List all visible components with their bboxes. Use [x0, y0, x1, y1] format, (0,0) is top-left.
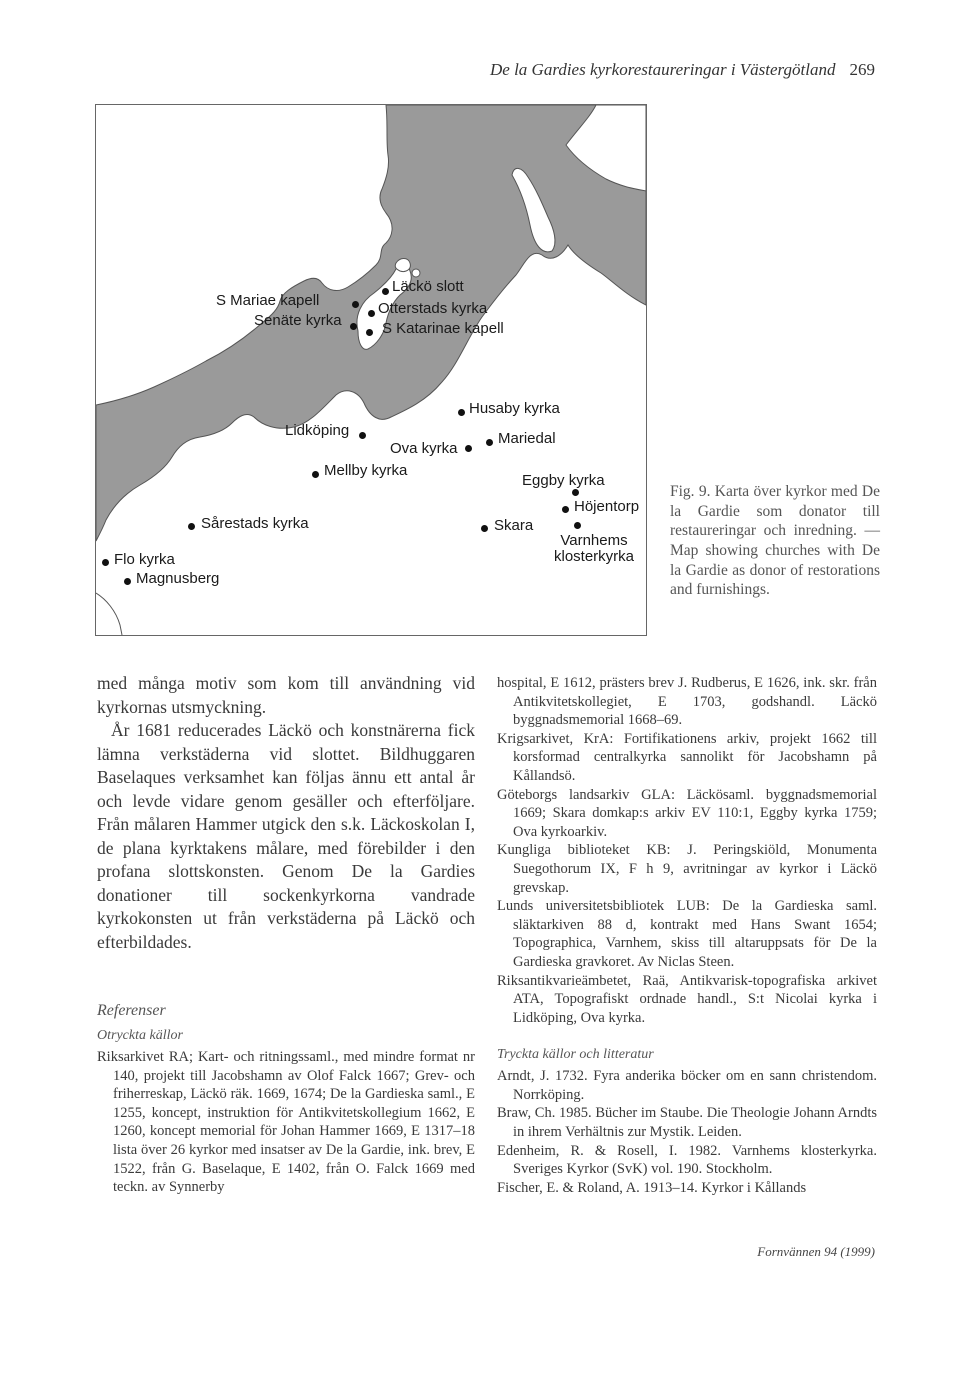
label-hojentorp: Höjentorp: [574, 498, 640, 515]
map-dot: [188, 523, 195, 530]
map-dot: [366, 329, 373, 336]
map-dot: [572, 489, 579, 496]
reference-entry: Edenheim, R. & Rosell, I. 1982. Varnhems klosterkyrka. Sveriges Kyrkor (SvK) vol. 190. Stockholm.: [497, 1142, 877, 1178]
map-dot: [486, 439, 493, 446]
map-dot: [481, 525, 488, 532]
map-dot: [124, 578, 131, 585]
label-senate-kyrka: Senäte kyrka: [254, 312, 342, 329]
body-paragraph: med många motiv som kom till användning vid kyrkornas utsmyckning.: [97, 673, 475, 717]
reference-entry: Göteborgs landsarkiv GLA: Läckösaml. byggnadsmemorial 1669; Skara domkap:s arkiv EV 110:1, Eggby kyrka 1759; Ova kyrkoarkiv.: [497, 786, 877, 840]
label-mariedal: Mariedal: [498, 430, 556, 447]
label-s-mariae-kapell: S Mariae kapell: [216, 292, 320, 309]
reference-list: [497, 674, 877, 1027]
reference-list: [497, 1067, 877, 1197]
map-dot: [465, 445, 472, 452]
label-lacko-slott: Läckö slott: [392, 278, 464, 295]
island: [395, 259, 410, 272]
label-varnhems-klosterkyrka: Varnhems klosterkyrka: [553, 532, 635, 565]
reference-entry: hospital, E 1612, prästers brev J. Rudberus, E 1626, ink. skr. från Antikvitetskollegiet, E 1703, godshandl. Läckö byggnadsmemorial 1668–69.: [497, 675, 877, 729]
label-ova-kyrka: Ova kyrka: [390, 440, 458, 457]
reference-entry: Kungliga biblioteket KB: J. Peringskiöld, Monumenta Suegothorum IX, F h 9, avritningar av kyrkor i Läckö grevskap.: [497, 842, 877, 896]
map-dot: [352, 301, 359, 308]
unprinted-sources-heading: Otryckta källor: [97, 1028, 183, 1043]
reference-entry: Fischer, E. & Roland, A. 1913–14. Kyrkor i Kållands: [497, 1179, 807, 1196]
map-figure: [95, 104, 647, 636]
running-title: De la Gardies kyrkorestaureringar i Västergötland: [490, 60, 836, 79]
map-dot: [382, 288, 389, 295]
label-magnusberg: Magnusberg: [136, 570, 220, 587]
map-dot: [458, 409, 465, 416]
running-header: [400, 60, 875, 80]
page-number: 269: [849, 60, 875, 79]
printed-sources-heading: Tryckta källor och litteratur: [497, 1047, 654, 1063]
label-s-katarinae-kapell: S Katarinae kapell: [382, 320, 504, 337]
label-husaby-kyrka: Husaby kyrka: [469, 400, 560, 417]
label-lidkoping: Lidköping: [285, 422, 350, 439]
map-dot: [562, 506, 569, 513]
reference-list: [97, 1048, 475, 1197]
journal-footer: Fornvännen 94 (1999): [757, 1244, 875, 1259]
map-dot: [359, 432, 366, 439]
label-mellby-kyrka: Mellby kyrka: [324, 462, 408, 479]
references-heading: Referenser: [97, 1002, 166, 1019]
map-dot: [574, 522, 581, 529]
map-dot: [312, 471, 319, 478]
label-skara: Skara: [494, 517, 534, 534]
left-column: [97, 672, 475, 1197]
reference-entry: Braw, Ch. 1985. Bücher im Staube. Die Theologie Johann Arndts in ihrem Verhältnis zur Mystik. Leiden.: [497, 1105, 877, 1141]
reference-entry: Riksantikvarieämbetet, Raä, Antikvarisk-topografiska arkivet ATA, Topografiskt ordnade handl., S:t Nicolai kyrka i Lidköping, Ova kyrka.: [497, 972, 877, 1026]
reference-entry: Arndt, J. 1732. Fyra anderika böcker om en sann christendom. Norrköping.: [497, 1068, 877, 1103]
island: [412, 269, 420, 277]
reference-entry: Lunds universitetsbibliotek LUB: De la Gardieska saml. släktarkiven 88 d, kontrakt med Hans Swant 1654; Topographica, Varnhem, skiss till altaruppsats för De la Gardieska gravkoret. Av Niclas Steen.: [497, 898, 877, 970]
label-otterstads-kyrka: Otterstads kyrka: [378, 300, 488, 317]
reference-entry: Krigsarkivet, KrA: Fortifikationens arkiv, projekt 1662 till korsformad centralkyrka sannolikt för Jacobshamn på Kållandsö.: [497, 730, 877, 784]
body-paragraph: År 1681 reducerades Läckö och konstnärerna fick lämna verkstäderna vid slottet. Bildhuggaren Baselaques verksamhet kan följas ännu ett antal år och levde vidare genom gesäller och efterföljare. Från målaren Hammer utgick den s.k. Läckoskolan I, de plana kyrktakens målare, med förebilder i den profana slottskonsten. Genom De la Gardies donationer till sockenkyrkorna vandrade kyrkokonsten ut från verkstäderna på Läckö och efterbildades.: [97, 720, 475, 952]
label-eggby-kyrka: Eggby kyrka: [522, 472, 605, 489]
label-sarestads-kyrka: Sårestads kyrka: [201, 515, 309, 532]
label-flo-kyrka: Flo kyrka: [114, 551, 175, 568]
map-dot: [102, 559, 109, 566]
right-column: [497, 674, 877, 1197]
reference-entry: Riksarkivet RA; Kart- och ritningssaml., med mindre format nr 140, projekt till Jacobshamn av Olof Falck 1667; Grev- och friherreskap, Läckö räk. 1669, 1674; De la Gardieska saml., E 1255, koncept, instruktion för Antikvitetskollegium 1662, E 1260, koncept memorial för Johan Hammer 1669, E 1317–18 lista över 26 kyrkor med insatser av De la Gardie, ink. brev, E 1522, från G. Baselaque, E 1402, från O. Falck 1669 med teckn. av Synnerby: [97, 1049, 475, 1196]
shoreline-southwest: [96, 593, 122, 635]
map-dot: [350, 323, 357, 330]
figure-caption: Fig. 9. Karta över kyrkor med De la Gardie som donator till restaureringar och inredning. — Map showing churches with De la Gardie as donor of restorations and furnishings.: [670, 483, 880, 599]
map-dot: [368, 310, 375, 317]
